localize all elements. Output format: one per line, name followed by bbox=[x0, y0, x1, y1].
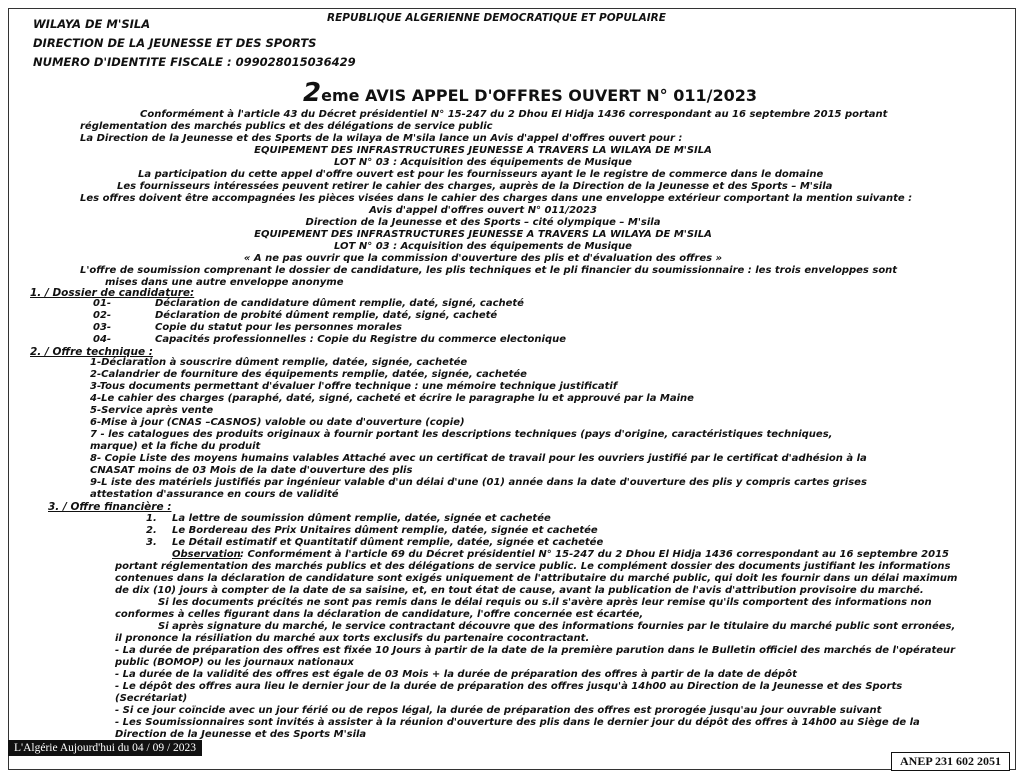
list-item: Copie du statut pour les personnes morales bbox=[155, 322, 402, 333]
list-item: Capacités professionnelles : Copie du Registre du commerce electonique bbox=[155, 334, 567, 345]
observation-line: public (BOMOP) ou les journaux nationaux bbox=[115, 657, 354, 668]
observation-line: - Le dépôt des offres aura lieu le dernier jour de la durée de préparation des offres jusqu'à 14h00 au Direction de la Jeunesse et des Sports bbox=[115, 681, 903, 692]
observation-line: - La durée de la validité des offres est égale de 03 Mois + la durée de préparation des offres à partir de la date de dépôt bbox=[115, 669, 797, 680]
anep-reference: ANEP 231 602 2051 bbox=[891, 752, 1010, 771]
intro-line: Les offres doivent être accompagnées les pièces visées dans le cahier des charges dans une enveloppe extérieur comportant la mention suivante : bbox=[80, 193, 913, 204]
intro-line: réglementation des marchés publics et des délégations de service public bbox=[80, 121, 493, 132]
intro-line: « A ne pas ouvrir que la commission d'ouverture des plis et d'évaluation des offres » bbox=[243, 253, 723, 264]
observation-line: portant réglementation des marchés publics et des délégations de service public. Le complément dossier des documents justifiant les informations bbox=[115, 561, 951, 572]
observation-line: (Secrétariat) bbox=[115, 693, 188, 704]
list-item: Déclaration de candidature dûment remplie, daté, signé, cacheté bbox=[155, 298, 524, 309]
title-ordinal: 2 bbox=[303, 78, 322, 108]
title-text: eme AVIS APPEL D'OFFRES OUVERT N° 011/2023 bbox=[321, 86, 758, 105]
technique-line: 3-Tous documents permettant d'évaluer l'offre technique : une mémoire technique justificatif bbox=[90, 381, 618, 392]
list-number: 02- bbox=[93, 310, 112, 321]
intro-line: EQUIPEMENT DES INFRASTRUCTURES JEUNESSE A TRAVERS LA WILAYA DE M'SILA bbox=[254, 145, 712, 156]
list-item: Le Détail estimatif et Quantitatif dûment remplie, datée, signée et cachetée bbox=[172, 537, 604, 548]
list-number: 2. bbox=[146, 525, 157, 536]
technique-line: 9-L iste des matériels justifiés par ingénieur valable d'un délai d'une (01) année dans la date d'ouverture des plis y compris cartes grises bbox=[90, 477, 867, 488]
section-heading-candidature: 1. / Dossier de candidature: bbox=[30, 287, 195, 299]
list-number: 1. bbox=[146, 513, 157, 524]
list-item: La lettre de soumission dûment remplie, datée, signée et cachetée bbox=[172, 513, 551, 524]
observation-line: - Les Soumissionnaires sont invités à assister à la réunion d'ouverture des plis dans le dernier jour du dépôt des offres à 14h00 au Siège de la bbox=[115, 717, 920, 728]
technique-line: marque) et la fiche du produit bbox=[90, 441, 261, 452]
direction-heading: DIRECTION DE LA JEUNESSE ET DES SPORTS bbox=[33, 36, 317, 50]
technique-line: attestation d'assurance en cours de validité bbox=[90, 489, 339, 500]
intro-line: LOT N° 03 : Acquisition des équipements de Musique bbox=[334, 157, 632, 168]
observation-line: contenues dans la déclaration de candidature sont exigés uniquement de l'attributaire du marché public, qui doit les fournir dans un délai maximum bbox=[115, 573, 958, 584]
list-item: Déclaration de probité dûment remplie, daté, signé, cacheté bbox=[155, 310, 498, 321]
observation-line: conformes à celles figurant dans la déclaration de candidature, l'offre concernée est écartée, bbox=[115, 609, 644, 620]
list-item: Le Bordereau des Prix Unitaires dûment remplie, datée, signée et cachetée bbox=[172, 525, 598, 536]
technique-line: 7 - les catalogues des produits originaux à fournir portant les descriptions techniques (pays d'origine, caractéristiques techniques, bbox=[90, 429, 833, 440]
section-heading-technique: 2. / Offre technique : bbox=[30, 346, 153, 358]
observation-line: : Conformément à l'article 69 du Décret présidentiel N° 15-247 du 2 Dhou El Hidja 1436 correspondant au 16 septembre 2015 bbox=[240, 549, 949, 560]
observation-line: - Si ce jour coïncide avec un jour férié ou de repos légal, la durée de préparation des offres est prorogée jusqu'au jour ouvrable suivant bbox=[115, 705, 882, 716]
intro-line: Avis d'appel d'offres ouvert N° 011/2023 bbox=[369, 205, 597, 216]
intro-line: La participation du cette appel d'offre ouvert est pour les fournisseurs ayant le le registre de commerce dans le domaine bbox=[138, 169, 824, 180]
intro-line: mises dans une autre enveloppe anonyme bbox=[105, 277, 344, 288]
intro-line: LOT N° 03 : Acquisition des équipements de Musique bbox=[334, 241, 632, 252]
observation-line: Direction de la Jeunesse et des Sports M'sila bbox=[115, 729, 367, 740]
list-number: 01- bbox=[93, 298, 112, 309]
technique-line: 6-Mise à jour (CNAS –CASNOS) valoble ou date d'ouverture (copie) bbox=[90, 417, 465, 428]
technique-line: CNASAT moins de 03 Mois de la date d'ouverture des plis bbox=[90, 465, 413, 476]
intro-line: Direction de la Jeunesse et des Sports – cité olympique – M'sila bbox=[305, 217, 661, 228]
observation-label: Observation bbox=[172, 549, 241, 560]
technique-line: 4-Le cahier des charges (paraphé, daté, signé, cacheté et écrire le paragraphe lu et approuvé par la Maine bbox=[90, 393, 694, 404]
technique-line: 8- Copie Liste des moyens humains valables Attaché avec un certificat de travail pour les ouvriers justifié par le certificat d'adhésion à la bbox=[90, 453, 867, 464]
observation-line: Si les documents précités ne sont pas remis dans le délai requis ou s.il s'avère après leur remise qu'ils comportent des informations non bbox=[158, 597, 932, 608]
technique-line: 1-Déclaration à souscrire dûment remplie, datée, signée, cachetée bbox=[90, 357, 468, 368]
wilaya-heading: WILAYA DE M'SILA bbox=[33, 17, 151, 31]
intro-line: EQUIPEMENT DES INFRASTRUCTURES JEUNESSE A TRAVERS LA WILAYA DE M'SILA bbox=[254, 229, 712, 240]
list-number: 04- bbox=[93, 334, 112, 345]
intro-line: La Direction de la Jeunesse et des Sports de la wilaya de M'sila lance un Avis d'appel d'offres ouvert pour : bbox=[80, 133, 683, 144]
observation-line: - La durée de préparation des offres est fixée 10 Jours à partir de la date de la première parution dans le Bulletin officiel des marchés de l'opérateur bbox=[115, 645, 956, 656]
republic-heading: REPUBLIQUE ALGERIENNE DEMOCRATIQUE ET POPULAIRE bbox=[327, 12, 666, 24]
list-number: 3. bbox=[146, 537, 157, 548]
intro-line: Les fournisseurs intéressées peuvent retirer le cahier des charges, auprès de la Direction de la Jeunesse et des Sports – M'sila bbox=[117, 181, 833, 192]
intro-line: Conformément à l'article 43 du Décret présidentiel N° 15-247 du 2 Dhou El Hidja 1436 correspondant au 16 septembre 2015 portant bbox=[140, 109, 888, 120]
observation-line: Si après signature du marché, le service contractant découvre que des informations fournies par le titulaire du marché public sont erronées, bbox=[158, 621, 956, 632]
newspaper-source-label: L'Algérie Aujourd'hui du 04 / 09 / 2023 bbox=[8, 740, 202, 756]
section-heading-financiere: 3. / Offre financière : bbox=[48, 501, 172, 513]
technique-line: 5-Service après vente bbox=[90, 405, 214, 416]
observation-line: il prononce la résiliation du marché aux torts exclusifs du partenaire cocontractant. bbox=[115, 633, 590, 644]
intro-line: L'offre de soumission comprenant le dossier de candidature, les plis techniques et le pli financier du soumissionnaire : les trois enveloppes sont bbox=[80, 265, 898, 276]
notice-title bbox=[303, 78, 757, 108]
observation-line: de dix (10) jours à compter de la date de sa saisine, et, en tout état de cause, avant la publication de l'avis d'attribution provisoire du marché. bbox=[115, 585, 924, 596]
nif-line: NUMERO D'IDENTITE FISCALE : 099028015036429 bbox=[33, 55, 356, 69]
list-number: 03- bbox=[93, 322, 112, 333]
technique-line: 2-Calandrier de fourniture des équipements remplie, datée, signée, cachetée bbox=[90, 369, 527, 380]
